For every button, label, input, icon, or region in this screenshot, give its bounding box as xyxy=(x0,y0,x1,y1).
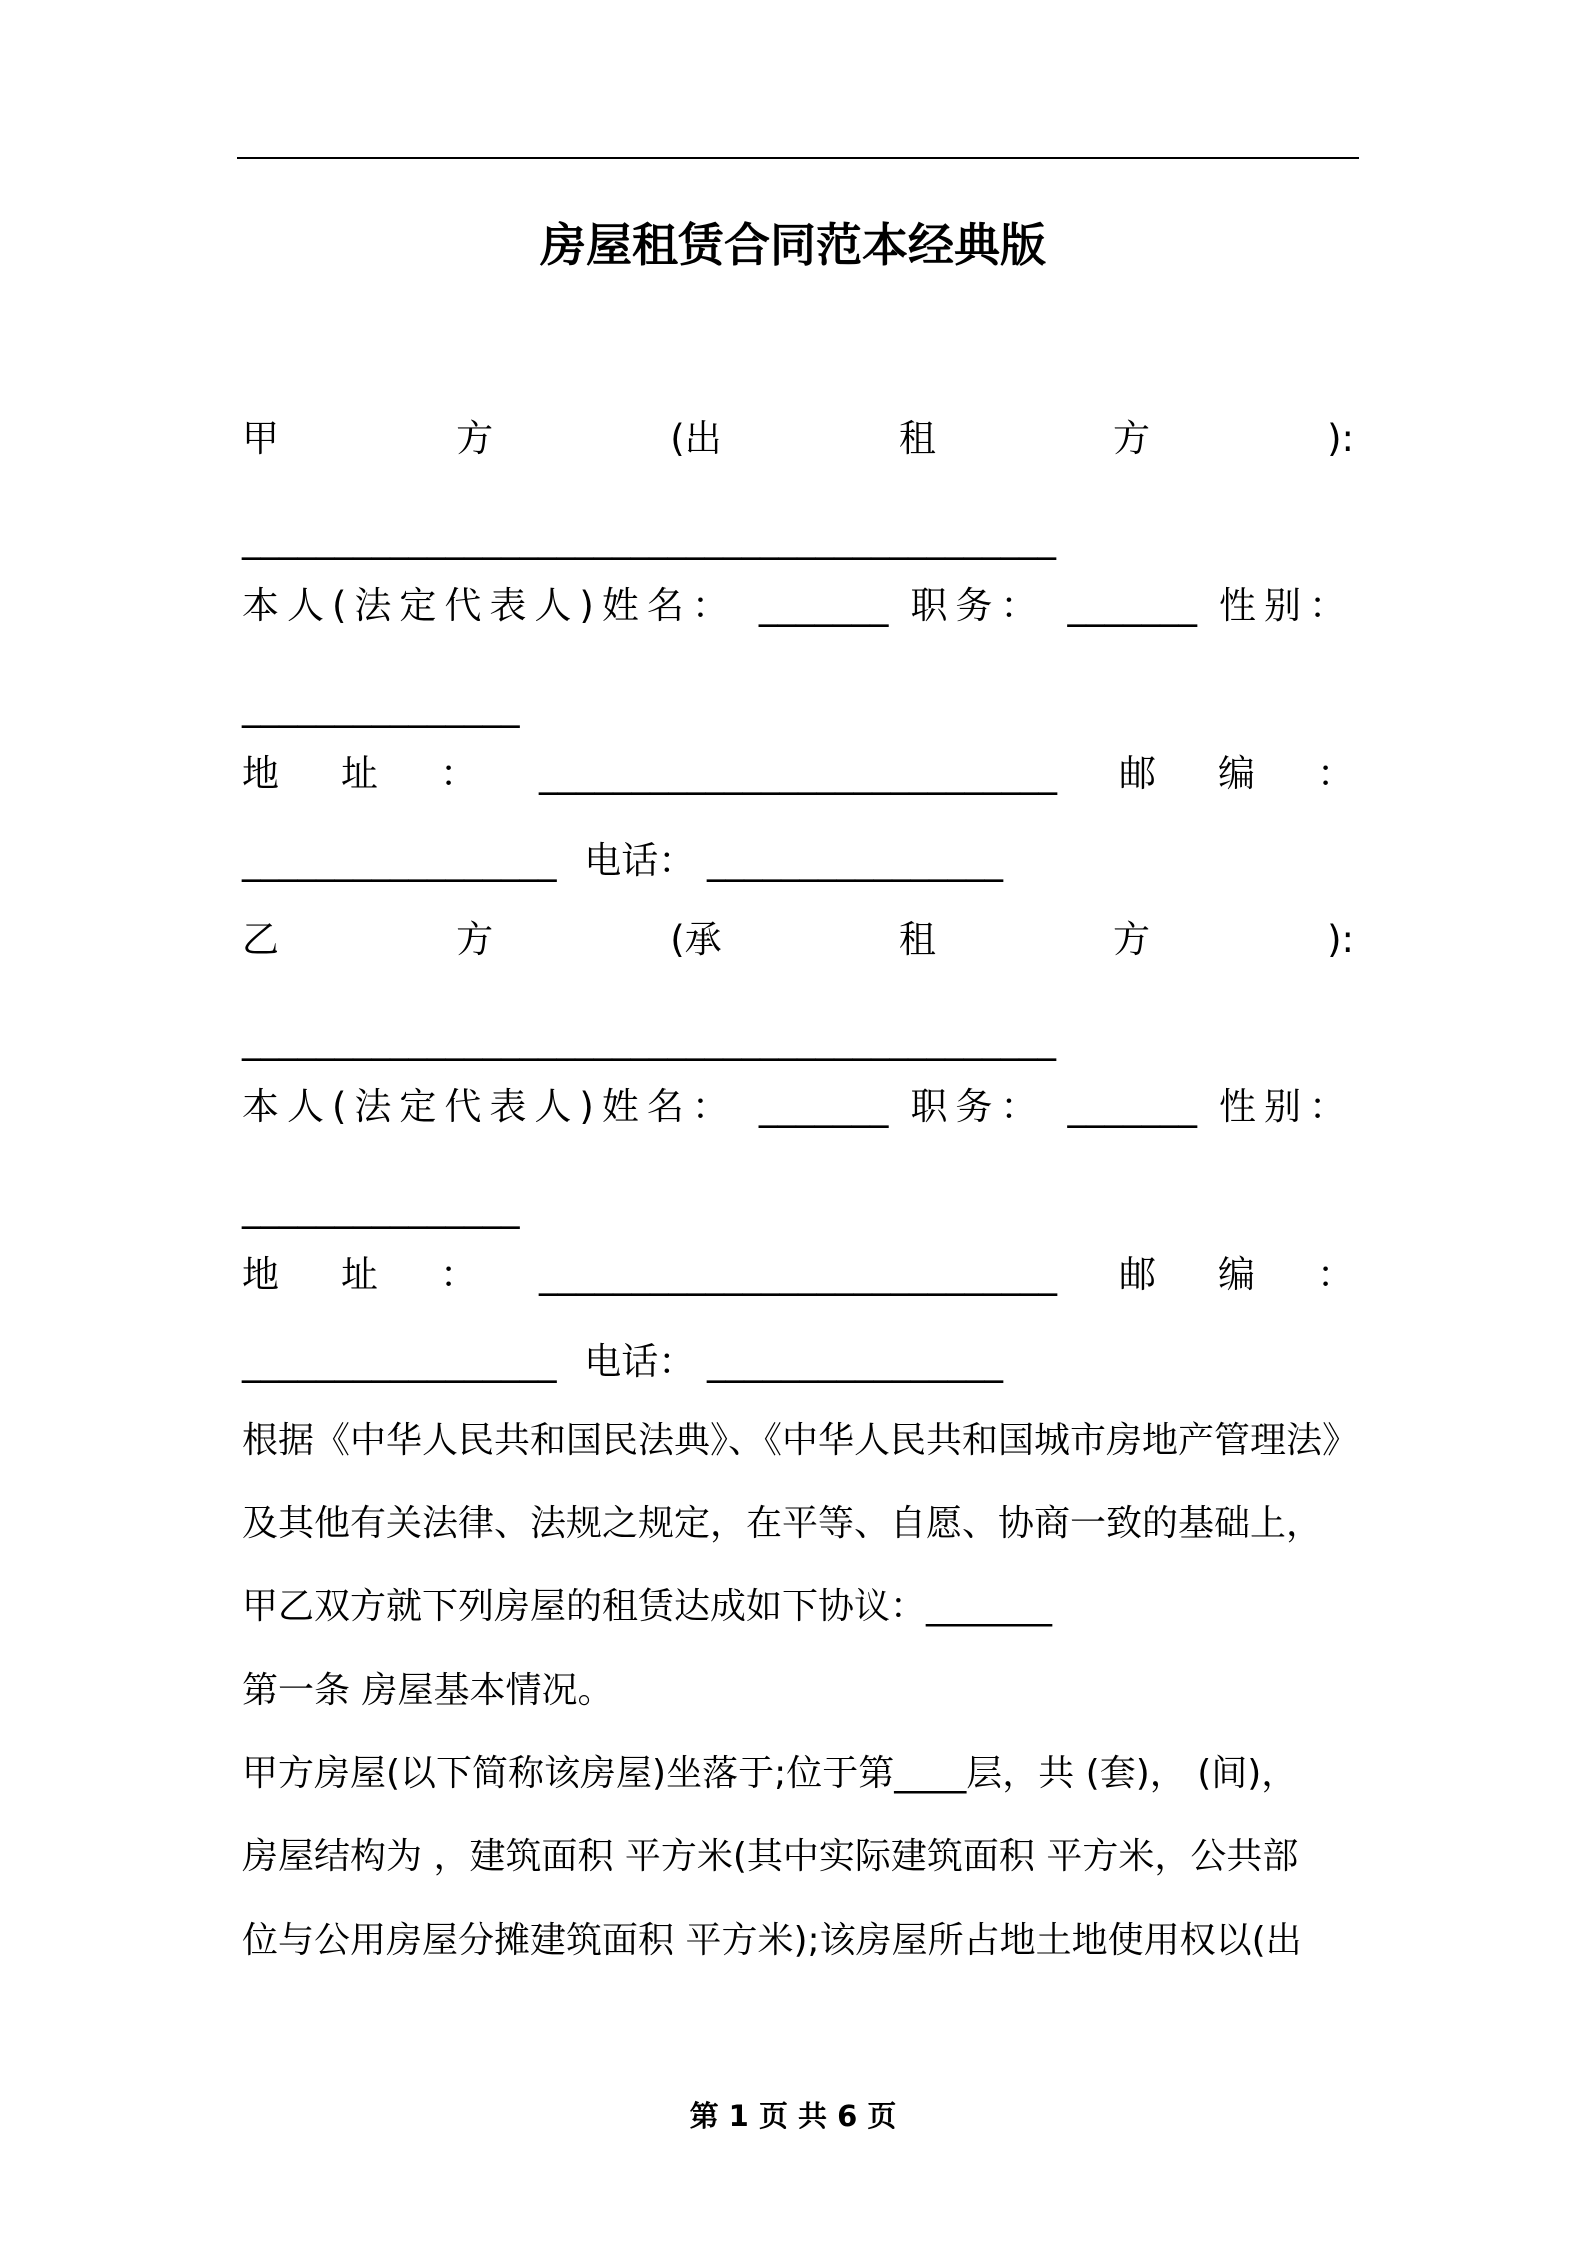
party-b-address-line xyxy=(242,1245,1354,1305)
party-b-rep-label: 本人(法定代表人)姓名： xyxy=(242,1085,737,1128)
party-a-rep-blank: _______ xyxy=(758,584,889,627)
party-a-postcode-blank: _________________ xyxy=(242,839,557,882)
party-b-address-char: 址 xyxy=(341,1253,378,1296)
party-b-address-char: ： xyxy=(440,1253,477,1296)
party-a-postcode-char: ： xyxy=(1317,752,1354,795)
party-a-name-blank: ____________________________________________ xyxy=(242,517,1056,560)
party-a-heading xyxy=(242,409,1354,469)
page-footer: 第 1 页 共 6 页 xyxy=(689,2099,897,2133)
party-b-heading-char: 方 xyxy=(456,918,494,961)
paragraph-line: 甲乙双方就下列房屋的租赁达成如下协议：_______ xyxy=(242,1586,1053,1627)
party-b-heading-char: 方 xyxy=(1112,918,1150,961)
party-a-address-char: ： xyxy=(440,752,477,795)
party-b-postcode-char: 编 xyxy=(1218,1253,1255,1296)
party-b-phone-label: 电话： xyxy=(584,1340,696,1383)
party-b-postcode-char: 邮 xyxy=(1119,1253,1156,1296)
paragraph-line: 根据《中华人民共和国民法典》、《中华人民共和国城市房地产管理法》 xyxy=(242,1420,1359,1461)
party-b-rep-line xyxy=(242,1077,1354,1137)
party-a-heading-char: 租 xyxy=(898,417,936,460)
party-b-duty-label: 职务： xyxy=(910,1085,1046,1128)
paragraph-line: 位与公用房屋分摊建筑面积 平方米);该房屋所占地土地使用权以(出 xyxy=(242,1920,1302,1961)
party-a-gender-blank: _______________ xyxy=(242,685,520,728)
party-b-heading-char: ): xyxy=(1327,918,1354,961)
paragraph-line: 及其他有关法律、法规之规定，在平等、自愿、协商一致的基础上， xyxy=(242,1503,1323,1544)
party-a-duty-blank: _______ xyxy=(1067,584,1197,627)
party-a-phone-blank: ________________ xyxy=(707,839,1004,882)
party-a-heading-char: 方 xyxy=(1112,417,1150,460)
party-a-duty-label: 职务： xyxy=(910,584,1046,627)
paragraph-line: 甲方房屋(以下简称该房屋)坐落于;位于第____层，共 (套)， (间)， xyxy=(242,1753,1298,1794)
party-a-phone-label: 电话： xyxy=(584,839,696,882)
party-b-address-char: 地 xyxy=(242,1253,279,1296)
party-a-heading-char: 甲 xyxy=(242,417,279,460)
party-b-heading-char: (承 xyxy=(670,918,722,961)
paragraph-line: 房屋结构为 ，建筑面积 平方米(其中实际建筑面积 平方米，公共部 xyxy=(242,1836,1299,1877)
header-rule xyxy=(237,157,1359,159)
party-a-rep-label: 本人(法定代表人)姓名： xyxy=(242,584,737,627)
party-b-gender-label: 性别： xyxy=(1219,1085,1354,1128)
party-b-name-line xyxy=(242,1010,1354,1070)
party-b-postcode-blank: _________________ xyxy=(242,1340,557,1383)
party-b-rep-blank: _______ xyxy=(758,1085,889,1128)
party-a-heading-char: 方 xyxy=(456,417,494,460)
party-a-postcode-char: 邮 xyxy=(1119,752,1156,795)
party-b-phone-blank: ________________ xyxy=(707,1340,1004,1383)
party-a-address-line xyxy=(242,744,1354,804)
party-b-address-blank: ____________________________ xyxy=(539,1253,1057,1296)
document-title: 房屋租赁合同范本经典版 xyxy=(540,218,1046,272)
party-a-address-blank: ____________________________ xyxy=(539,752,1057,795)
party-a-gender-line xyxy=(242,677,1354,737)
party-b-heading xyxy=(242,910,1354,970)
article-heading: 第一条 房屋基本情况。 xyxy=(242,1670,614,1711)
party-b-gender-blank: _______________ xyxy=(242,1186,520,1229)
party-b-postcode-char: ： xyxy=(1317,1253,1354,1296)
party-a-address-char: 地 xyxy=(242,752,279,795)
party-a-rep-line xyxy=(242,576,1354,636)
party-a-address-char: 址 xyxy=(341,752,378,795)
party-a-gender-label: 性别： xyxy=(1219,584,1354,627)
party-b-duty-blank: _______ xyxy=(1067,1085,1197,1128)
party-b-phone-line xyxy=(242,1332,1354,1392)
party-a-postcode-char: 编 xyxy=(1218,752,1255,795)
party-a-heading-char: ): xyxy=(1327,417,1354,460)
party-b-gender-line xyxy=(242,1178,1354,1238)
party-a-phone-line xyxy=(242,831,1354,891)
party-b-heading-char: 租 xyxy=(898,918,936,961)
party-b-name-blank: ____________________________________________ xyxy=(242,1018,1056,1061)
party-a-heading-char: (出 xyxy=(670,417,722,460)
party-b-heading-char: 乙 xyxy=(242,918,279,961)
party-a-name-line xyxy=(242,509,1354,569)
